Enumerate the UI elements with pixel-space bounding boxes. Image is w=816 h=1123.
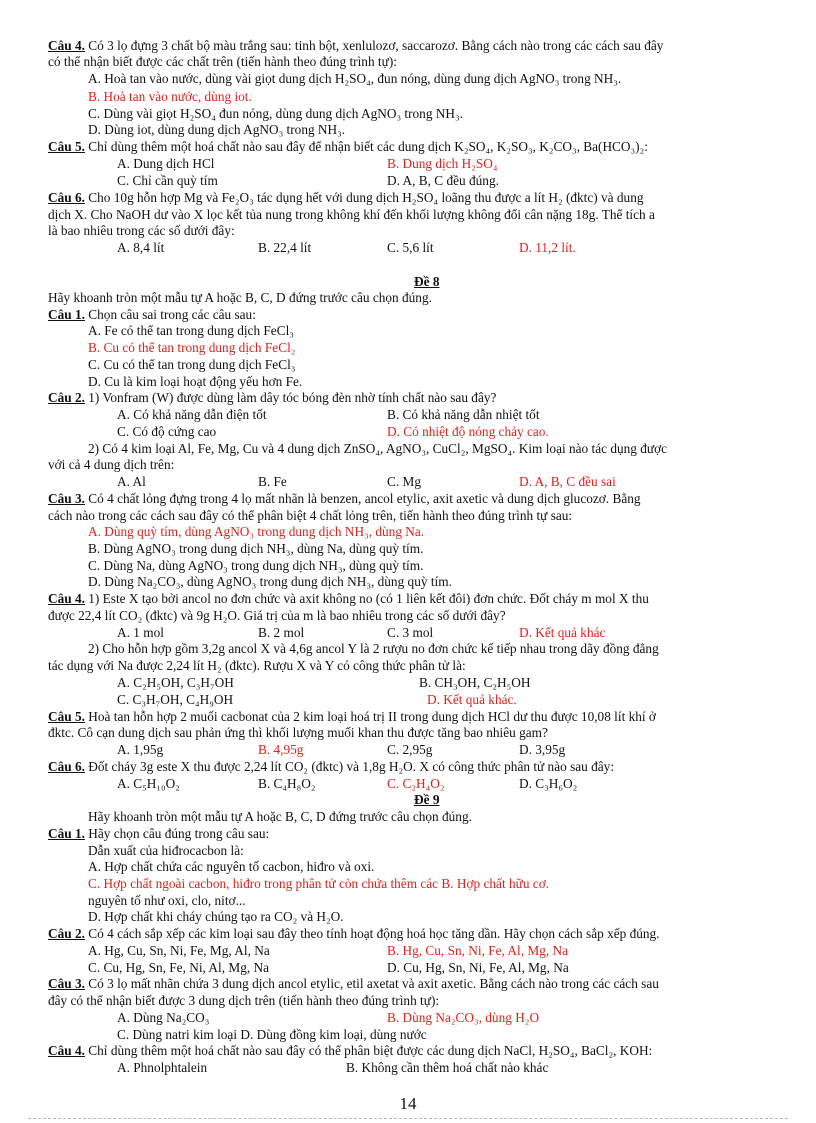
question-line bbox=[48, 491, 641, 507]
line-text: C. Dùng vài giọt H₂SO₄ đun nóng, dùng dung dịch AgNO₃ trong NH₃. bbox=[88, 106, 463, 121]
line-text: B. Dùng Na₂CO₃, dùng H₂O bbox=[387, 1010, 540, 1025]
text-line bbox=[519, 742, 565, 758]
line-text: C. 2,95g bbox=[387, 742, 433, 757]
line-text: tác dụng với Na được 2,24 lít H₂ (đktc). Rượu X và Y có công thức phân tử là: bbox=[48, 658, 466, 673]
text-line bbox=[387, 173, 499, 189]
text-line bbox=[387, 240, 434, 256]
line-text: C. Hợp chất ngoài cacbon, hiđro trong phân tử còn chứa thêm các B. Hợp chất hữu cơ. bbox=[88, 876, 550, 891]
line-text: Có 3 lọ đựng 3 chất bộ màu trắng sau: tinh bột, xenlulozơ, saccarozơ. Bằng cách nào trong các cách sau đây bbox=[84, 38, 664, 53]
text-line bbox=[117, 675, 234, 691]
line-text: Hãy khoanh tròn một mẫu tự A hoặc B, C, D đứng trước câu chọn đúng. bbox=[48, 290, 432, 305]
line-text: B. Dùng AgNO₃ trong dung dịch NH₃, dùng Na, dùng quỳ tím. bbox=[88, 541, 424, 556]
line-text: B. CH₃OH, C₂H₅OH bbox=[419, 675, 531, 690]
text-line bbox=[88, 374, 302, 390]
text-line bbox=[48, 223, 235, 239]
line-text: C. Có độ cứng cao bbox=[117, 424, 217, 439]
line-text: có thể nhận biết được các chất trên (tiến hành theo đúng trình tự): bbox=[48, 54, 397, 69]
line-text: D. Kết quả khác bbox=[519, 625, 606, 640]
line-text: B. 2 mol bbox=[258, 625, 305, 640]
text-line bbox=[519, 240, 576, 256]
question-line bbox=[48, 38, 663, 54]
question-number: Câu 6. bbox=[48, 190, 85, 205]
line-text: B. C₄H₈O₂ bbox=[258, 776, 316, 791]
line-text: A. 1,95g bbox=[117, 742, 164, 757]
line-text: A. C₅H₁₀O₂ bbox=[117, 776, 180, 791]
line-text: 1) Vonfram (W) được dùng làm dây tóc bóng đèn nhờ tính chất nào sau đây? bbox=[84, 390, 497, 405]
line-text: D. C₃H₆O₂ bbox=[519, 776, 578, 791]
text-line bbox=[117, 742, 163, 758]
line-text: B. Không cần thêm hoá chất nào khác bbox=[346, 1060, 549, 1075]
line-text: với cả 4 dung dịch trên: bbox=[48, 457, 175, 472]
line-text: Hãy khoanh tròn một mẫu tự A hoặc B, C, D đứng trước câu chọn đúng. bbox=[88, 809, 472, 824]
text-line bbox=[48, 54, 397, 70]
line-text: đktc. Cô cạn dung dịch sau phản ứng thì khối lượng muối khan thu được tăng bao nhiêu gam? bbox=[48, 725, 548, 740]
line-text: A. Hoà tan vào nước, dùng vài giọt dung dịch H₂SO₄, đun nóng, dùng dung dịch AgNO₃ trong NH₃. bbox=[88, 71, 622, 86]
line-text: D. Hợp chất khi cháy chúng tạo ra CO₂ và H₂O. bbox=[88, 909, 344, 924]
text-line bbox=[48, 725, 548, 741]
text-line bbox=[88, 809, 472, 825]
question-number: Câu 3. bbox=[48, 976, 85, 991]
text-line bbox=[88, 541, 423, 557]
question-number: Câu 6. bbox=[48, 759, 85, 774]
question-line bbox=[48, 976, 659, 992]
text-line bbox=[88, 558, 423, 574]
text-line bbox=[117, 240, 164, 256]
line-text: C. 3 mol bbox=[387, 625, 434, 640]
question-line bbox=[48, 709, 656, 725]
line-text: D. A, B, C đều đúng. bbox=[387, 173, 499, 188]
line-text: C. Chỉ cần quỳ tím bbox=[117, 173, 218, 188]
text-line bbox=[519, 625, 605, 641]
question-number: Câu 2. bbox=[48, 390, 85, 405]
line-text: D. Cu là kim loại hoạt động yếu hơn Fe. bbox=[88, 374, 303, 389]
text-line bbox=[117, 424, 216, 440]
text-line bbox=[117, 474, 146, 490]
line-text: B. 4,95g bbox=[258, 742, 304, 757]
text-line bbox=[48, 508, 572, 524]
text-line bbox=[387, 776, 445, 792]
line-text: A. Dùng quỳ tím, dùng AgNO₃ trong dung dịch NH₃, dùng Na. bbox=[88, 524, 425, 539]
section-title bbox=[414, 792, 439, 808]
line-text: A. C₂H₅OH, C₃H₇OH bbox=[117, 675, 234, 690]
line-text: D. Có nhiệt độ nóng chảy cao. bbox=[387, 424, 549, 439]
text-line bbox=[48, 658, 466, 674]
line-text: Hoà tan hỗn hợp 2 muối cacbonat của 2 kim loại hoá trị II trong dung dịch HCl dư thu được 10,08 lít khí ở bbox=[84, 709, 656, 724]
line-text: B. Dung dịch H₂SO₄ bbox=[387, 156, 498, 171]
question-line bbox=[48, 139, 648, 155]
text-line bbox=[387, 742, 432, 758]
question-number: Câu 4. bbox=[48, 1043, 85, 1058]
text-line bbox=[387, 424, 549, 440]
text-line bbox=[48, 993, 439, 1009]
question-line bbox=[48, 926, 660, 942]
text-line bbox=[117, 692, 233, 708]
text-line bbox=[117, 1010, 209, 1026]
line-text: C. Mg bbox=[387, 474, 421, 489]
text-line bbox=[387, 1010, 539, 1026]
line-text: 2) Cho hỗn hợp gồm 3,2g ancol X và 4,6g ancol Y là 2 rượu no đơn chức kế tiếp nhau trong dãy đồng đẳng bbox=[88, 641, 659, 656]
text-line bbox=[258, 742, 303, 758]
line-text: C. Dùng natri kim loại D. Dùng đồng kim loại, dùng nước bbox=[117, 1027, 427, 1042]
text-line bbox=[88, 106, 463, 122]
line-text: Đốt cháy 3g este X thu được 2,24 lít CO₂ (đktc) và 1,8g H₂O. X có công thức phân tử nào sau đây: bbox=[84, 759, 615, 774]
line-text: là bao nhiêu trong các số dưới đây: bbox=[48, 223, 235, 238]
line-text: đây có thể nhận biết được 3 dung dịch trên (tiến hành theo đúng trình tự): bbox=[48, 993, 440, 1008]
text-line bbox=[519, 776, 577, 792]
question-number: Câu 1. bbox=[48, 826, 85, 841]
line-text: Dẫn xuất của hiđrocacbon là: bbox=[88, 843, 244, 858]
text-line bbox=[387, 943, 568, 959]
text-line bbox=[117, 1027, 427, 1043]
text-line bbox=[88, 909, 344, 925]
text-line bbox=[117, 156, 215, 172]
line-text: D. Dùng iot, dùng dung dịch AgNO₃ trong NH₃. bbox=[88, 122, 346, 137]
line-text: C. 5,6 lít bbox=[387, 240, 434, 255]
line-text: D. Dùng Na₂CO₃, dùng AgNO₃ trong dung dịch NH₃, dùng quỳ tím. bbox=[88, 574, 452, 589]
text-line bbox=[117, 625, 164, 641]
question-number: Câu 4. bbox=[48, 38, 85, 53]
line-text: cách nào trong các cách sau đây có thể phân biệt 4 chất lỏng trên, tiến hành theo đúng trình tự sau: bbox=[48, 508, 573, 523]
line-text: D. 11,2 lít. bbox=[519, 240, 576, 255]
text-line bbox=[48, 608, 506, 624]
text-line bbox=[88, 843, 244, 859]
text-line bbox=[258, 776, 316, 792]
question-number: Câu 5. bbox=[48, 139, 85, 154]
text-line bbox=[258, 625, 304, 641]
line-text: Đề 9 bbox=[414, 792, 440, 807]
line-text: Chỉ dùng thêm một hoá chất nào sau đây để nhận biết các dung dịch K₂SO₄, K₂SO₃, K₂CO₃, Ba(HCO₃)₂: bbox=[84, 139, 648, 154]
text-line bbox=[48, 207, 655, 223]
question-number: Câu 5. bbox=[48, 709, 85, 724]
line-text: Cho 10g hỗn hợp Mg và Fe₂O₃ tác dụng hết với dung dịch H₂SO₄ loãng thu được a lít H₂ (đktc) và dung bbox=[84, 190, 644, 205]
text-line bbox=[387, 407, 540, 423]
text-line bbox=[48, 290, 432, 306]
text-line bbox=[117, 776, 180, 792]
text-line bbox=[88, 323, 294, 339]
text-line bbox=[117, 1060, 207, 1076]
question-line bbox=[48, 759, 614, 775]
text-line bbox=[88, 357, 295, 373]
text-line bbox=[48, 457, 174, 473]
text-line bbox=[387, 625, 433, 641]
line-text: C. C₃H₇OH, C₄H₉OH bbox=[117, 692, 234, 707]
text-line bbox=[88, 893, 246, 909]
question-line bbox=[48, 1043, 652, 1059]
line-text: B. Có khả năng dẫn nhiệt tốt bbox=[387, 407, 540, 422]
text-line bbox=[387, 960, 569, 976]
question-number: Câu 3. bbox=[48, 491, 85, 506]
text-line bbox=[258, 474, 287, 490]
line-text: C. Dùng Na, dùng AgNO₃ trong dung dịch NH₃, dùng quỳ tím. bbox=[88, 558, 424, 573]
line-text: A. 1 mol bbox=[117, 625, 164, 640]
text-line bbox=[88, 859, 374, 875]
section-title bbox=[414, 274, 439, 290]
line-text: Chọn câu sai trong các câu sau: bbox=[84, 307, 256, 322]
text-line bbox=[419, 675, 530, 691]
line-text: Đề 8 bbox=[414, 274, 440, 289]
line-text: C. Cu có thể tan trong dung dịch FeCl₃ bbox=[88, 357, 296, 372]
text-line bbox=[88, 122, 345, 138]
line-text: Chỉ dùng thêm một hoá chất nào sau đây có thể phân biệt được các dung dịch NaCl, H₂SO₄, BaCl₂, KOH: bbox=[84, 1043, 653, 1058]
line-text: A. Dung dịch HCl bbox=[117, 156, 215, 171]
text-line bbox=[258, 240, 311, 256]
text-line bbox=[387, 156, 497, 172]
question-line bbox=[48, 390, 496, 406]
line-text: 2) Có 4 kim loại Al, Fe, Mg, Cu và 4 dung dịch ZnSO₄, AgNO₃, CuCl₂, MgSO₄. Kim loại nào tác dụng được bbox=[88, 441, 668, 456]
line-text: D. 3,95g bbox=[519, 742, 566, 757]
text-line bbox=[88, 524, 424, 540]
footer-divider bbox=[28, 1118, 788, 1119]
text-line bbox=[117, 407, 267, 423]
line-text: D. Cu, Hg, Sn, Ni, Fe, Al, Mg, Na bbox=[387, 960, 569, 975]
line-text: B. Fe bbox=[258, 474, 287, 489]
question-line bbox=[48, 826, 269, 842]
question-number: Câu 2. bbox=[48, 926, 85, 941]
text-line bbox=[88, 574, 452, 590]
text-line bbox=[346, 1060, 548, 1076]
line-text: B. 22,4 lít bbox=[258, 240, 312, 255]
line-text: D. Kết quả khác. bbox=[427, 692, 517, 707]
text-line bbox=[88, 71, 621, 87]
text-line bbox=[88, 89, 252, 105]
line-text: B. Hg, Cu, Sn, Ni, Fe, Al, Mg, Na bbox=[387, 943, 569, 958]
line-text: B. Cu có thể tan trong dung dịch FeCl₂ bbox=[88, 340, 296, 355]
question-line bbox=[48, 307, 256, 323]
text-line bbox=[387, 474, 421, 490]
text-line bbox=[88, 641, 659, 657]
line-text: Có 4 cách sắp xếp các kim loại sau đây theo tính hoạt động hoá học tăng dần. Hãy chọn cách sắp xếp đúng. bbox=[84, 926, 660, 941]
text-line bbox=[88, 340, 295, 356]
question-number: Câu 4. bbox=[48, 591, 85, 606]
question-number: Câu 1. bbox=[48, 307, 85, 322]
line-text: D. A, B, C đều sai bbox=[519, 474, 616, 489]
line-text: A. Al bbox=[117, 474, 146, 489]
question-line bbox=[48, 190, 644, 206]
text-line bbox=[117, 173, 218, 189]
line-text: Hãy chọn câu đúng trong câu sau: bbox=[84, 826, 270, 841]
line-text: A. Phnolphtalein bbox=[117, 1060, 208, 1075]
line-text: A. Hợp chất chứa các nguyên tố cacbon, hiđro và oxi. bbox=[88, 859, 375, 874]
line-text: Có 4 chất lỏng đựng trong 4 lọ mất nhãn là benzen, ancol etylic, axit axetic và dung dịch glucozơ. Bằng bbox=[84, 491, 641, 506]
text-line bbox=[88, 943, 270, 959]
line-text: 1) Este X tạo bởi ancol no đơn chức và axit không no (có 1 liên kết đôi) đơn chức. Đốt cháy m mol X thu bbox=[84, 591, 649, 606]
line-text: B. Hoà tan vào nước, dùng iot. bbox=[88, 89, 252, 104]
line-text: C. C₂H₄O₂ bbox=[387, 776, 445, 791]
line-text: C. Cu, Hg, Sn, Fe, Ni, Al, Mg, Na bbox=[88, 960, 270, 975]
line-text: A. Dùng Na₂CO₃ bbox=[117, 1010, 210, 1025]
page-number: 14 bbox=[399, 1094, 417, 1113]
line-text: A. 8,4 lít bbox=[117, 240, 165, 255]
text-line bbox=[88, 960, 269, 976]
line-text: nguyên tố như oxi, clo, nitơ... bbox=[88, 893, 246, 908]
line-text: Có 3 lọ mất nhãn chứa 3 dung dịch ancol etylic, etil axetat và axit axetic. Bằng cách nào trong các cách sau bbox=[84, 976, 659, 991]
line-text: dịch X. Cho NaOH dư vào X lọc kết tủa nung trong không khí đến khối lượng không đổi cân nặng 18g. Thể tích a bbox=[48, 207, 655, 222]
line-text: được 22,4 lít CO₂ (đktc) và 9g H₂O. Giá trị của m là bao nhiêu trong các số dưới đây? bbox=[48, 608, 506, 623]
text-line bbox=[519, 474, 616, 490]
question-line bbox=[48, 591, 649, 607]
line-text: A. Fe có thể tan trong dung dịch FeCl₃ bbox=[88, 323, 294, 338]
text-line bbox=[88, 441, 667, 457]
line-text: A. Hg, Cu, Sn, Ni, Fe, Mg, Al, Na bbox=[88, 943, 270, 958]
text-line bbox=[88, 876, 549, 892]
line-text: A. Có khả năng dẫn điện tốt bbox=[117, 407, 267, 422]
text-line bbox=[427, 692, 517, 708]
